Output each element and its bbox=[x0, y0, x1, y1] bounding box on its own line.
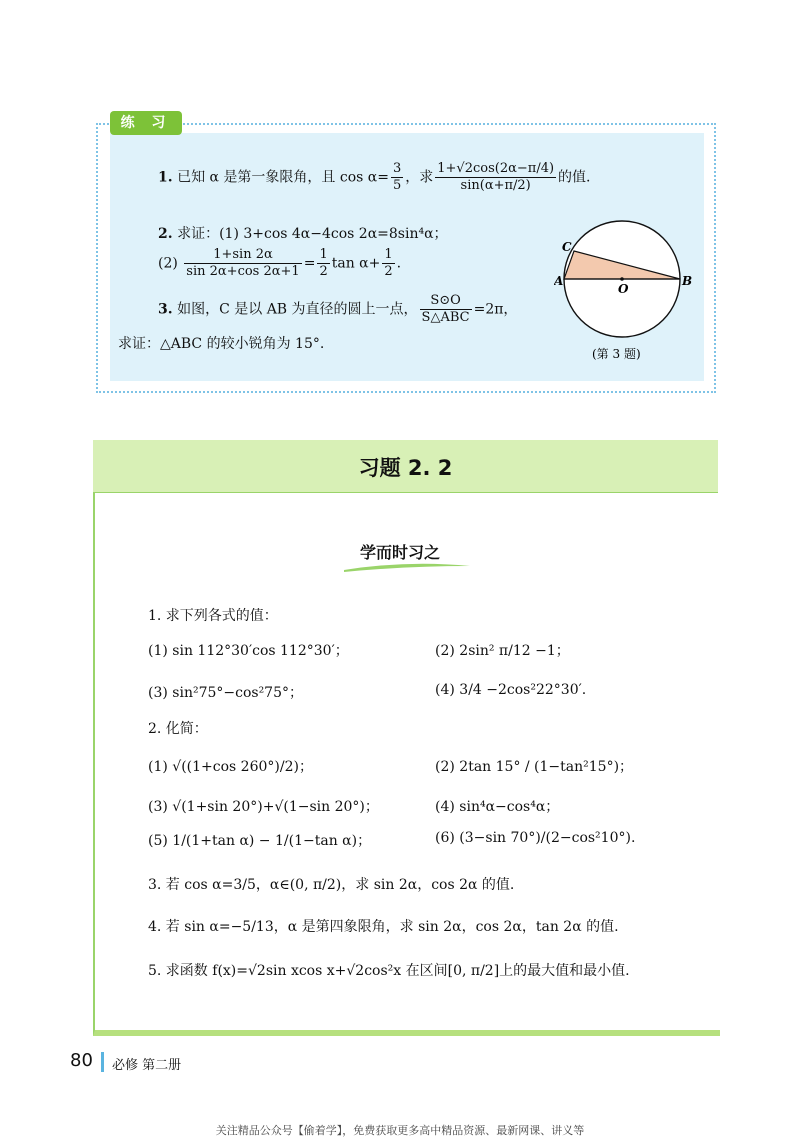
q2b-num: 1+sin 2α bbox=[184, 247, 301, 264]
ex-q2-1: (1) √((1+cos 260°)/2)； bbox=[148, 759, 313, 775]
q1-frac-num: 3 bbox=[392, 161, 402, 176]
ex-q1-4: (4) 3/4 −2cos²22°30′. bbox=[435, 682, 587, 698]
practice-tag: 练 习 bbox=[110, 111, 182, 135]
figure-caption: (第 3 题) bbox=[592, 347, 641, 361]
page-bar bbox=[101, 1052, 104, 1072]
exercise-title: 习题 2. 2 bbox=[358, 456, 453, 480]
figure-center bbox=[620, 277, 624, 281]
ex-q1 bbox=[148, 605, 278, 625]
practice-box bbox=[96, 115, 716, 393]
q1-frac-den: 5 bbox=[392, 178, 402, 193]
ex-q1-1: (1) sin 112°30′cos 112°30′； bbox=[148, 643, 349, 659]
q1-big-num: 1+√2cos(2α−π/4) bbox=[437, 161, 555, 176]
ex-q1-text: 1. 求下列各式的值： bbox=[148, 608, 278, 624]
book-name: 必修 第二册 bbox=[112, 1058, 182, 1073]
q2b-half bbox=[317, 247, 329, 280]
label-C: C bbox=[562, 240, 572, 254]
ex-q1-2: (2) 2sin² π/12 −1； bbox=[435, 643, 570, 659]
practice-q2b bbox=[158, 247, 401, 280]
q2b-den: sin 2α+cos 2α+1 bbox=[186, 264, 300, 279]
q2b-half-den: 2 bbox=[319, 264, 328, 279]
practice-q3-line2: 求证：△ABC 的较小锐角为 15°. bbox=[118, 336, 325, 352]
subtitle-swoosh bbox=[342, 560, 472, 576]
q3-text: 如图，C 是以 AB 为直径的圆上一点， bbox=[177, 301, 418, 318]
ex-q2-4: (4) sin⁴α−cos⁴α； bbox=[435, 799, 560, 815]
swoosh-shape bbox=[344, 564, 470, 572]
ex-q2-5: (5) 1/(1+tan α) − 1/(1−tan α)； bbox=[148, 833, 372, 849]
q3-number: 3. bbox=[158, 301, 173, 318]
practice-q2 bbox=[158, 223, 448, 243]
label-O: O bbox=[618, 282, 629, 296]
q3-frac-num: S⊙O bbox=[420, 293, 472, 310]
circle-figure bbox=[554, 213, 694, 363]
ex-q3: 3. 若 cos α=3/5，α∈(0, π/2)，求 sin 2α，cos 2α 的值. bbox=[148, 877, 515, 893]
footer-note: 关注精品公众号【偷着学】，免费获取更多高中精品资源、最新网课、讲义等 bbox=[215, 1124, 585, 1137]
q1-mid: ，求 bbox=[405, 169, 434, 186]
q2b-eq: = bbox=[303, 255, 316, 272]
practice-q1 bbox=[158, 161, 591, 194]
q2b-half2-den: 2 bbox=[384, 264, 393, 279]
practice-q3 bbox=[158, 293, 517, 326]
q2b-tan: tan α+ bbox=[331, 255, 381, 272]
q3-fraction bbox=[420, 293, 472, 326]
q2b-fraction bbox=[184, 247, 301, 280]
ex-q2: 2. 化简： bbox=[148, 721, 208, 737]
ex-q2-3: (3) √(1+sin 20°)+√(1−sin 20°)； bbox=[148, 799, 379, 815]
page-number: 80 bbox=[70, 1050, 93, 1071]
q2b-half2-num: 1 bbox=[384, 247, 393, 262]
ex-q2-2: (2) 2tan 15° / (1−tan²15°)； bbox=[435, 759, 634, 775]
exercise-box bbox=[93, 440, 720, 1036]
label-B: B bbox=[682, 274, 693, 288]
q2b-half-num: 1 bbox=[319, 247, 328, 262]
q2b-dot: . bbox=[396, 255, 402, 272]
q2-number: 2. bbox=[158, 226, 173, 242]
q1-end: 的值. bbox=[558, 169, 591, 186]
ex-q1-3: (3) sin²75°−cos²75°； bbox=[148, 685, 303, 701]
q1-number: 1. bbox=[158, 169, 173, 186]
q2b-label: (2) bbox=[158, 255, 178, 272]
q1-text: 已知 α 是第一象限角，且 cos α= bbox=[177, 169, 389, 186]
q1-big-fraction bbox=[435, 161, 556, 194]
ex-q2-6: (6) (3−sin 70°)/(2−cos²10°). bbox=[435, 830, 636, 846]
label-A: A bbox=[554, 274, 564, 288]
ex-q5: 5. 求函数 f(x)=√2sin xcos x+√2cos²x 在区间[0, π/2]上的最大值和最小值. bbox=[148, 963, 630, 979]
q2-text: 求证：(1) 3+cos 4α−4cos 2α=8sin⁴α； bbox=[177, 226, 448, 242]
q1-big-den: sin(α+π/2) bbox=[460, 178, 531, 193]
q1-fraction bbox=[391, 161, 403, 194]
q2b-half2 bbox=[382, 247, 394, 280]
q3-end: =2π， bbox=[473, 301, 518, 318]
ex-q4: 4. 若 sin α=−5/13，α 是第四象限角，求 sin 2α，cos 2α，tan 2α 的值. bbox=[148, 919, 619, 935]
q3-frac-den: S△ABC bbox=[421, 310, 470, 325]
exercise-subtitle: 学而时习之 bbox=[359, 543, 440, 562]
